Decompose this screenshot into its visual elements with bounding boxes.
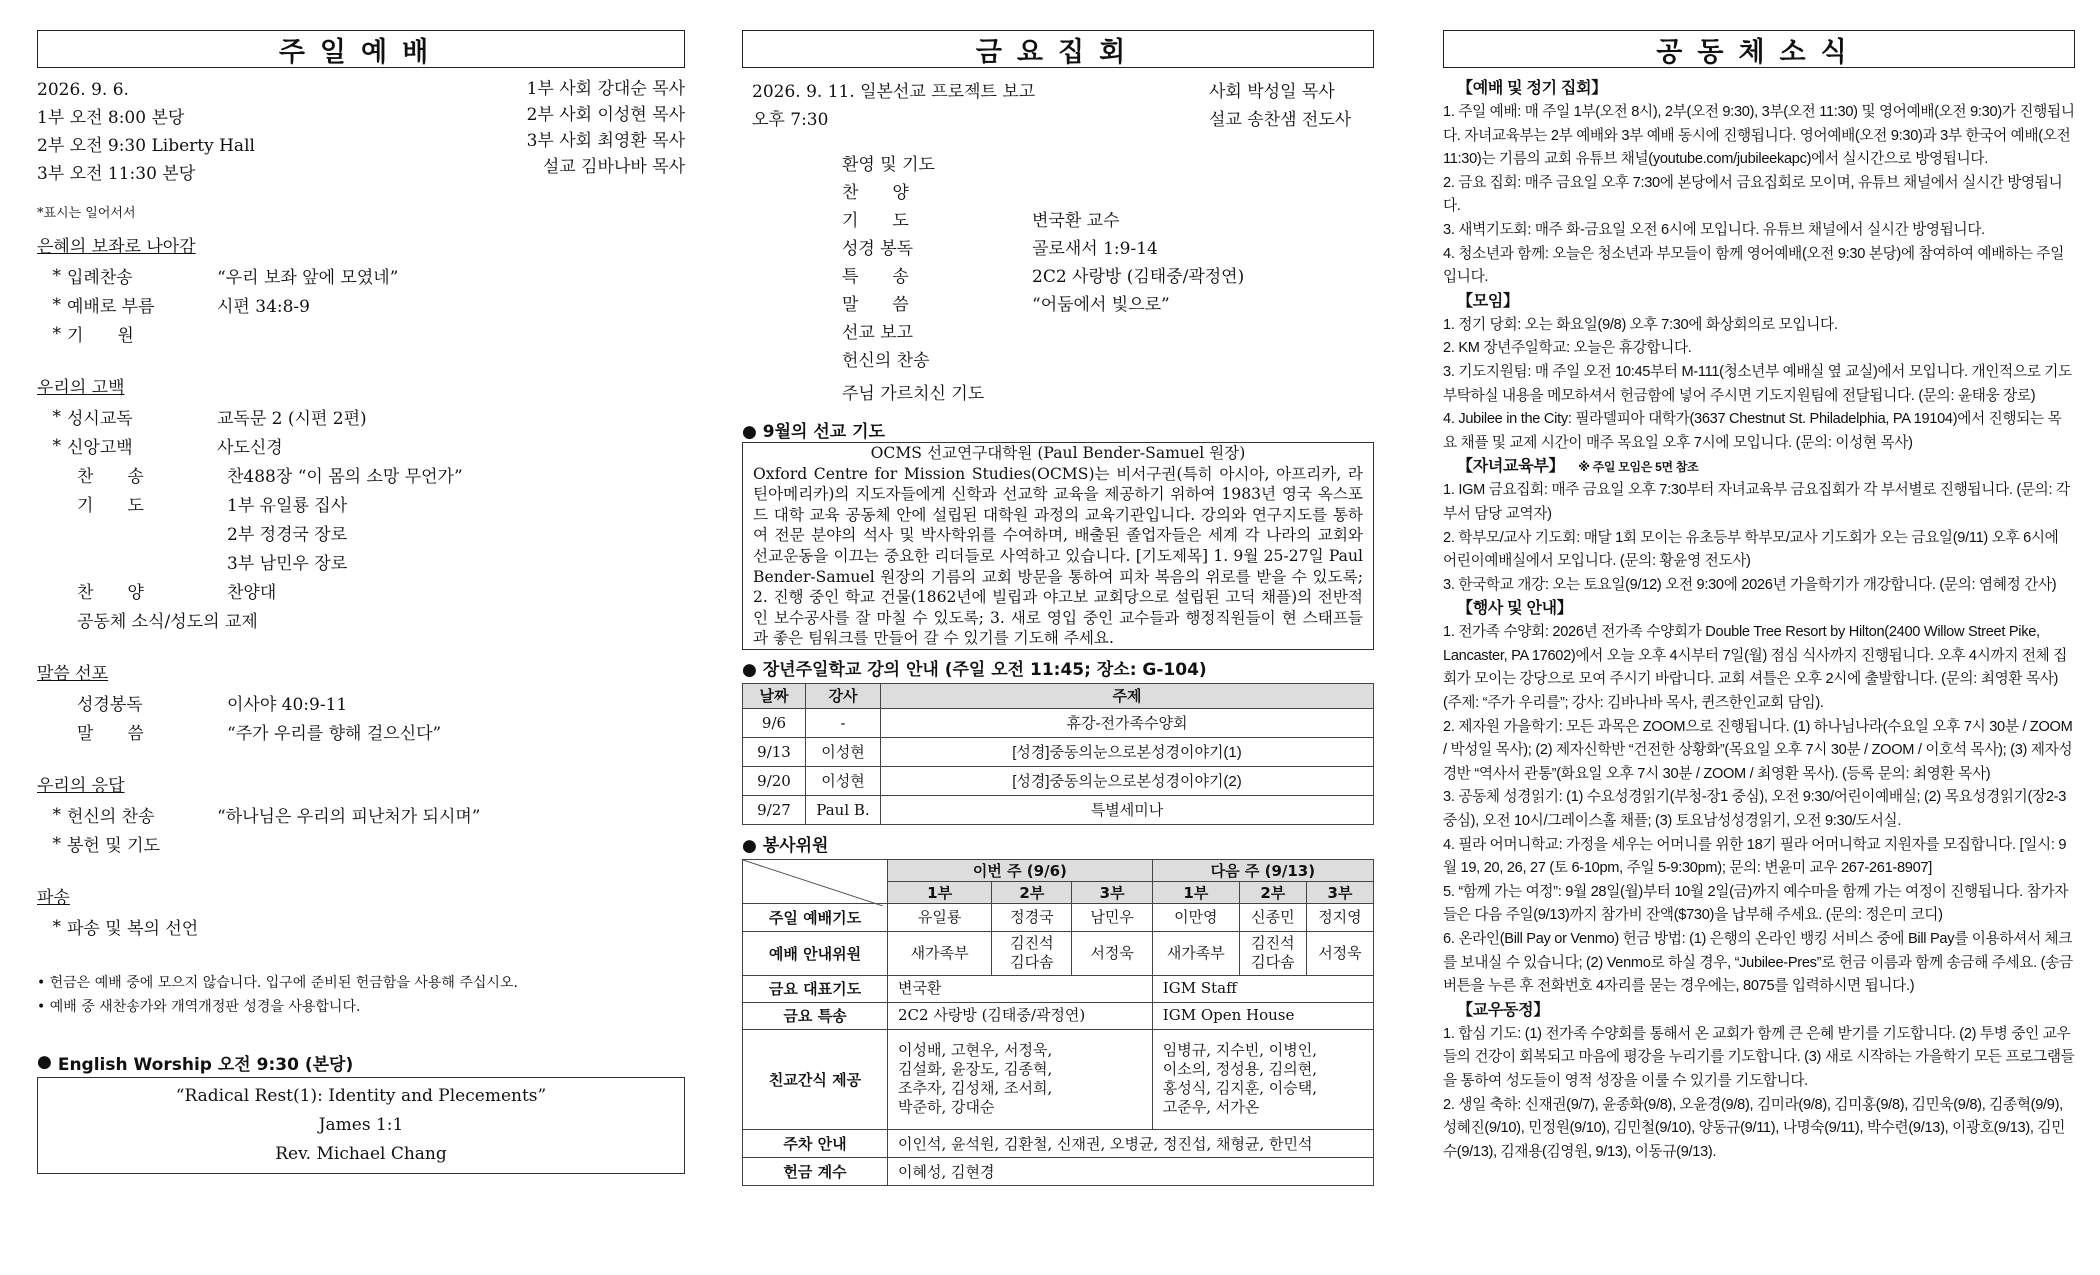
service-time: 2부 오전 9:30 Liberty Hall	[37, 136, 255, 156]
worship-item-value: 3부 남민우 장로	[227, 554, 348, 574]
worship-item-label: 찬 양	[77, 583, 144, 603]
news-item: 2. 생일 축하: 신재권(9/7), 윤종화(9/8), 오윤경(9/8), 김미라(9/8), 김미홍(9/8), 김민욱(9/8), 김종혁(9/9), 성혜진(9/10), 민정원(9/10), 김민철(9/10), 양동규(9/11), 나명숙(9/11), 박수련(9/13), 이광호(9/13), 김민수(9/13), 김재용(김영원, 9/13), 이동규(9/13).	[1443, 1096, 2066, 1160]
friday-order-value: 변국환 교수	[1032, 210, 1120, 231]
volunteer-cell: 새가족부	[1152, 931, 1239, 975]
friday-time: 오후 7:30	[752, 110, 829, 130]
worship-item-value: “하나님은 우리의 피난처가 되시며”	[217, 807, 481, 827]
volunteer-cell: 2C2 사랑방 (김태중/곽정연)	[888, 1002, 1153, 1029]
stand-mark: *	[52, 323, 61, 344]
friday-order-value: “어둠에서 빛으로”	[1032, 294, 1170, 315]
diagonal-line	[743, 860, 883, 906]
volunteer-role: 주차 안내	[743, 1129, 888, 1157]
worship-item-label: 기 원	[67, 326, 134, 346]
friday-order-label: 환영 및 기도	[842, 154, 935, 175]
volunteer-row	[743, 1157, 1374, 1185]
news-item: 3. 새벽기도회: 매주 화-금요일 오전 6시에 모입니다. 유튜브 채널에서 실시간 방영됩니다.	[1443, 221, 1985, 238]
lecture-row	[743, 737, 1374, 766]
note-item: • 예배 중 새찬송가와 개역개정판 성경을 사용합니다.	[37, 999, 361, 1015]
stand-mark: *	[52, 804, 61, 825]
friday-order-value: 골로새서 1:9-14	[1032, 238, 1158, 259]
friday-order-item	[842, 344, 1374, 372]
sunday-title: 주일예배	[37, 30, 685, 68]
lecture-cell: [성경]중동의눈으로본성경이야기(1)	[881, 737, 1374, 766]
volunteer-row	[743, 975, 1374, 1002]
worship-group	[37, 772, 685, 858]
lecture-cell: 특별세미나	[881, 795, 1374, 824]
stand-mark: *	[52, 406, 61, 427]
worship-item-value: 교독문 2 (시편 2편)	[217, 409, 367, 429]
volunteer-role: 금요 특송	[743, 1002, 888, 1029]
news-item: 4. 청소년과 함께: 오늘은 청소년과 부모들이 함께 영어예배(오전 9:30 본당)에 참여하여 예배하는 주일입니다.	[1443, 245, 2065, 286]
volunteer-cell: 이인석, 윤석원, 김환철, 신재권, 오병균, 정진섭, 채형균, 한민석	[888, 1129, 1374, 1157]
lecture-cell: 9/6	[743, 708, 806, 737]
volunteer-corner	[743, 859, 888, 903]
leader: 설교 김바나바 목사	[542, 157, 685, 177]
worship-item-label: 헌신의 찬송	[67, 807, 155, 827]
worship-item-value: 2부 정경국 장로	[227, 525, 348, 545]
volunteer-table	[742, 859, 1374, 1186]
lecture-cell: 9/27	[743, 795, 806, 824]
volunteer-cell: IGM Staff	[1152, 975, 1373, 1002]
service-col-header: 2부	[1239, 881, 1306, 903]
worship-order	[37, 233, 685, 941]
worship-item-value: 찬488장 “이 몸의 소망 무언가”	[227, 467, 463, 487]
worship-item-label: 성시교독	[67, 409, 133, 429]
news-item: 4. Jubilee in the City: 필라델피아 대학가(3637 Chestnut St. Philadelphia, PA 19104)에서 진행되는 목요 채플 및 교제 시간이 매주 목요일 오후 7시에 모입니다. (문의: 이성현 목사)	[1443, 411, 2062, 451]
week-next-header: 다음 주 (9/13)	[1152, 859, 1373, 881]
volunteer-role: 헌금 계수	[743, 1157, 888, 1185]
sunday-notes	[37, 971, 685, 1019]
lecture-row	[743, 795, 1374, 824]
news-section-note: ※ 주일 모임은 5면 참조	[1578, 460, 1699, 475]
service-col-header: 1부	[1152, 881, 1239, 903]
volunteer-cell: 이성배, 고현우, 서정욱, 김설화, 윤장도, 김종혁, 조추자, 김성채, 조서희, 박준하, 강대순	[888, 1029, 1153, 1129]
worship-item	[37, 489, 685, 518]
news-item: 5. “함께 가는 여정”: 9월 28일(월)부터 10월 2일(금)까지 예수마을 함께 가는 여정이 진행됩니다. 참가자들은 다음 주일(9/13)까지 참가비 잔액($730)을 납부해 주세요. (문의: 정은미 코디)	[1443, 883, 2069, 924]
stand-mark: *	[52, 265, 61, 286]
news-section	[1443, 455, 2075, 597]
friday-order-item	[842, 372, 1374, 410]
volunteer-row	[743, 1029, 1374, 1129]
friday-info	[752, 78, 1209, 134]
service-col-header: 3부	[1072, 881, 1152, 903]
mission-text: Oxford Centre for Mission Studies(OCMS)는 비서구권(특히 아시아, 아프리카, 라틴아메리카)의 지도자들에게 신학과 선교학 교육을 제공하기 위하여 1983년 영국 옥스포드 대학 교육 공동체 안에 설립된 대학원 과정의 교육기관입니다. 강의와 연구지도를 통하여 전문 분야의 석사 및 박사학위를 수여하며, 배출된 졸업자들은 세계 각 나라의 교회와 선교운동을 이끄는 중요한 리더들로 사역하고 있습니다. [기도제목] 1. 9월 25-27일 Paul Bender-Samuel 원장의 기름의 교회 방문을 통하여 피차 복음의 위로를 받을 수 있도록; 2. 진행 중인 학교 건물(1862년에 빌립과 야고보 교회당으로 설립된 고딕 채플)의 전반적인 보수공사를 잘 마칠 수 있도록; 3. 새로 영입 중인 교수들과 행정직원들이 현 스태프들과 좋은 팀워크를 만들어 갈 수 있기를 기도해 주세요.	[753, 464, 1363, 648]
volunteer-row	[743, 1002, 1374, 1029]
english-title: “Radical Rest(1): Identity and Plecements”	[175, 1086, 547, 1106]
news-item: 2. 제자원 가을학기: 모든 과목은 ZOOM으로 진행됩니다. (1) 하나님나라(수요일 오후 7시 30분 / ZOOM / 박성일 목사); (2) 제자신학반 “건전한 상황화”(목요일 오후 7시 30분 / ZOOM / 이호석 목사); (3) 제자성경반 “역사서 관통”(화요일 오후 7시 30분 / ZOOM / 최영환 목사). (등록 문의: 최영환 목사)	[1443, 718, 2073, 782]
lecture-cell: [성경]중동의눈으로본성경이야기(2)	[881, 766, 1374, 795]
worship-item-label: 성경봉독	[77, 695, 143, 715]
sunday-header	[37, 76, 685, 188]
volunteer-cell: 이만영	[1152, 903, 1239, 931]
volunteer-role: 예배 안내위원	[743, 931, 888, 975]
volunteer-cell: 임병규, 지수빈, 이병인, 이소의, 정성용, 김의현, 홍성식, 김지훈, 이승택, 고준우, 서가온	[1152, 1029, 1373, 1129]
stand-mark: *	[52, 916, 61, 937]
volunteer-cell: 서정욱	[1306, 931, 1373, 975]
news-section-heading: 【예배 및 정기 집회】	[1457, 80, 1607, 97]
news-item: 6. 온라인(Bill Pay or Venmo) 헌금 방법: (1) 은행의 온라인 뱅킹 서비스 중에 Bill Pay를 이용하셔서 체크를 보내실 수 있습니다; (2) Venmo로 하실 경우, “Jubilee-Pres”로 헌금 이름과 함께 송금해 주세요. (송금 버튼을 누른 후 전화번호 4자리를 묻는 경우에는, 8075를 입력하시면 됩니다.)	[1443, 931, 2073, 995]
volunteer-cell: 새가족부	[888, 931, 992, 975]
volunteer-cell: 정경국	[992, 903, 1072, 931]
english-scripture: James 1:1	[318, 1115, 404, 1135]
worship-item-value: 찬양대	[227, 583, 277, 603]
worship-item-label: 찬 송	[77, 467, 144, 487]
lecture-header: ● 장년주일학교 강의 안내 (주일 오전 11:45; 장소: G-104)	[742, 660, 1207, 681]
stand-note: *표시는 일어서서	[37, 206, 136, 221]
volunteer-row	[743, 903, 1374, 931]
worship-item	[37, 829, 685, 858]
volunteer-cell: 이혜성, 김현경	[888, 1157, 1374, 1185]
volunteer-role: 금요 대표기도	[743, 975, 888, 1002]
friday-title: 금요집회	[742, 30, 1374, 68]
volunteer-cell: 김진석 김다솜	[992, 931, 1072, 975]
lecture-col-topic: 주제	[881, 683, 1374, 708]
worship-item	[37, 460, 685, 489]
english-worship-box	[37, 1077, 685, 1174]
lecture-col-speaker: 강사	[806, 683, 881, 708]
worship-item-label: 공동체 소식/성도의 교제	[77, 612, 258, 632]
english-speaker: Rev. Michael Chang	[275, 1144, 447, 1164]
leader: 3부 사회 최영환 목사	[526, 131, 685, 151]
volunteer-cell: 정지영	[1306, 903, 1373, 931]
worship-group	[37, 233, 685, 348]
friday-order-item	[842, 316, 1374, 344]
volunteer-header: ● 봉사위원	[742, 836, 829, 857]
news-column	[1443, 30, 2075, 1164]
friday-order-value: 2C2 사랑방 (김태중/곽정연)	[1032, 266, 1245, 287]
sunday-leaders	[527, 76, 685, 188]
friday-order-item	[842, 232, 1374, 260]
service-col-header: 3부	[1306, 881, 1373, 903]
worship-item	[37, 547, 685, 576]
news-section-heading: 【자녀교육부】 ※ 주일 모임은 5면 참조	[1457, 458, 1699, 476]
friday-order-item	[842, 288, 1374, 316]
volunteer-row	[743, 1129, 1374, 1157]
lecture-cell: 9/13	[743, 737, 806, 766]
worship-item	[37, 576, 685, 605]
mission-header: ● 9월의 선교 기도	[742, 421, 885, 442]
friday-order-label: 선교 보고	[842, 322, 914, 343]
news-section	[1443, 597, 2075, 999]
stand-mark: *	[52, 294, 61, 315]
news-item: 1. 합심 기도: (1) 전가족 수양회를 통해서 온 교회가 함께 큰 은혜 받기를 기도합니다. (2) 투병 중인 교우들의 건강이 회복되고 마음에 평강을 누리기를 기도합니다. (3) 새로 시작하는 가을학기 모든 프로그램들을 통하여 성도들이 영적 성장을 이룰 수 있기를 기도합니다.	[1443, 1025, 2075, 1089]
mission-title: OCMS 선교연구대학원 (Paul Bender-Samuel 원장)	[870, 444, 1246, 462]
leader: 2부 사회 이성현 목사	[526, 105, 685, 125]
lecture-cell: -	[806, 708, 881, 737]
news-item: 2. 금요 집회: 매주 금요일 오후 7:30에 본당에서 금요집회로 모이며, 유튜브 채널에서 실시간 방영됩니다.	[1443, 174, 2063, 215]
stand-mark: *	[52, 435, 61, 456]
lecture-cell: Paul B.	[806, 795, 881, 824]
worship-item	[37, 912, 685, 941]
worship-item	[37, 688, 685, 717]
friday-order	[742, 148, 1374, 410]
sunday-column	[37, 30, 685, 1174]
news-item: 1. 정기 당회: 오는 화요일(9/8) 오후 7:30에 화상회의로 모입니다.	[1443, 316, 1838, 333]
english-worship-header: ● English Worship 오전 9:30 (본당)	[37, 1052, 354, 1075]
worship-item-label: 파송 및 복의 선언	[67, 919, 199, 939]
leader: 사회 박성일 목사	[1209, 82, 1335, 102]
service-time: 1부 오전 8:00 본당	[37, 108, 185, 128]
news-section-heading: 【교우동정】	[1457, 1001, 1550, 1019]
worship-item	[37, 717, 685, 746]
news-item: 4. 필라 어머니학교: 가정을 세우는 어머니를 위한 18기 필라 어머니학교 지원자를 모집합니다. [일시: 9월 19, 20, 26, 27 (토 6-10pm, 주일 5-9:30pm); 문의: 변윤미 교우 267-261-8907]	[1443, 836, 2067, 877]
stand-mark: *	[52, 833, 61, 854]
volunteer-cell: 김진석 김다솜	[1239, 931, 1306, 975]
worship-group-title: 파송	[37, 888, 70, 908]
worship-item-value: 사도신경	[217, 438, 283, 458]
worship-item	[37, 290, 685, 319]
worship-group-title: 은혜의 보좌로 나아감	[37, 237, 196, 257]
worship-item-label: 예배로 부름	[67, 297, 155, 317]
service-col-header: 1부	[888, 881, 992, 903]
lecture-row	[743, 766, 1374, 795]
friday-order-label: 말 씀	[842, 294, 909, 315]
news-item: 2. 학부모/교사 기도회: 매달 1회 모이는 유초등부 학부모/교사 기도회가 오는 금요일(9/11) 오후 6시에 어린이예배실에서 모입니다. (문의: 황윤영 전도사)	[1443, 529, 2059, 570]
volunteer-cell: 신종민	[1239, 903, 1306, 931]
worship-item-label: 입례찬송	[67, 268, 133, 288]
friday-order-label: 성경 봉독	[842, 238, 914, 259]
worship-item-value: “주가 우리를 향해 걸으신다”	[227, 724, 442, 744]
worship-item-value: 1부 유일룡 집사	[227, 496, 348, 516]
news-section-heading: 【행사 및 안내】	[1457, 600, 1573, 618]
worship-item-label: 봉헌 및 기도	[67, 836, 160, 856]
lecture-cell: 이성현	[806, 737, 881, 766]
volunteer-cell: 변국환	[888, 975, 1153, 1002]
service-col-header: 2부	[992, 881, 1072, 903]
note-item: • 헌금은 예배 중에 모으지 않습니다. 입구에 준비된 헌금함을 사용해 주십시오.	[37, 975, 518, 991]
volunteer-cell: 남민우	[1072, 903, 1152, 931]
worship-item	[37, 402, 685, 431]
friday-order-label: 기 도	[842, 210, 909, 231]
leader: 설교 송찬샘 전도사	[1209, 110, 1352, 130]
news-item: 1. 주일 예배: 매 주일 1부(오전 8시), 2부(오전 9:30), 3부(오전 11:30) 및 영어예배(오전 9:30)가 진행됩니다. 자녀교육부는 2부 예배와 3부 예배 동시에 진행됩니다. 영어예배(오전 9:30)과 3부 한국어 예배(오전 11:30)는 기름의 교회 유튜브 채널(youtube.com/jubileekapc)에서 실시간으로 방영됩니다.	[1443, 104, 2075, 168]
worship-group	[37, 884, 685, 941]
worship-item	[37, 261, 685, 290]
news-item: 3. 한국학교 개강: 오는 토요일(9/12) 오전 9:30에 2026년 가을학기가 개강합니다. (문의: 염혜정 간사)	[1443, 576, 2057, 593]
worship-item-label: 신앙고백	[67, 438, 133, 458]
volunteer-role: 친교간식 제공	[743, 1029, 888, 1129]
news-section	[1443, 77, 2075, 290]
worship-item-value: 이사야 40:9-11	[227, 695, 348, 715]
worship-item-value: 시편 34:8-9	[217, 297, 310, 317]
worship-group	[37, 660, 685, 746]
news-item: 1. IGM 금요집회: 매주 금요일 오후 7:30부터 자녀교육부 금요집회가 각 부서별로 진행됩니다. (문의: 각 부서 담당 교역자)	[1443, 482, 2070, 522]
service-time: 3부 오전 11:30 본당	[37, 164, 196, 184]
news-section-heading: 【모임】	[1457, 292, 1519, 310]
mission-box	[742, 442, 1374, 650]
friday-column	[742, 30, 1374, 1186]
worship-group-title: 말씀 선포	[37, 664, 109, 684]
friday-leaders	[1209, 78, 1364, 134]
volunteer-cell: IGM Open House	[1152, 1002, 1373, 1029]
news-title: 공동체소식	[1443, 30, 2075, 68]
worship-item-value: “우리 보좌 앞에 모였네”	[217, 268, 399, 288]
worship-group-title: 우리의 고백	[37, 378, 125, 398]
lecture-cell: 9/20	[743, 766, 806, 795]
worship-item	[37, 800, 685, 829]
friday-order-label: 특 송	[842, 266, 909, 287]
news-section	[1443, 290, 2075, 456]
news-item: 3. 공동체 성경읽기: (1) 수요성경읽기(부청-장1 중심), 오전 9:30/어린이예배실; (2) 목요성경읽기(장2-3 중심), 오전 10시/그레이스홀 채플; (3) 토요남성성경읽기, 오전 9:30/도서실.	[1443, 789, 2067, 830]
leader: 1부 사회 강대순 목사	[526, 79, 685, 99]
worship-group-title: 우리의 응답	[37, 776, 125, 796]
news-item: 3. 기도지원팀: 매 주일 오전 10:45부터 M-111(청소년부 예배실 옆 교실)에서 모입니다. 개인적으로 기도 부탁하실 내용을 메모하셔서 헌금함에 넣어 주시면 기도지원팀에 전달됩니다. (문의: 윤태웅 장로)	[1443, 363, 2072, 404]
volunteer-cell: 유일룡	[888, 903, 992, 931]
worship-item-label: 기 도	[77, 496, 144, 516]
lecture-table	[742, 683, 1374, 825]
friday-order-item	[842, 176, 1374, 204]
friday-date: 2026. 9. 11. 일본선교 프로젝트 보고	[752, 82, 1036, 102]
volunteer-role: 주일 예배기도	[743, 903, 888, 931]
news-item: 1. 전가족 수양회: 2026년 전가족 수양회가 Double Tree Resort by Hilton(2400 Willow Street Pike, Lancaster, PA 17602)에서 오늘 오후 4시부터 7일(월) 점심 식사까지 진행됩니다. 오후 4시까지 전체 집회가 모이는 강당으로 모여 주시기 바랍니다. 교회 셔틀은 오후 2시에 출발합니다. (문의: 최영환 목사) (주제: “주가 우리를”; 강사: 김바나바 목사, 퀸즈한인교회 담임).	[1443, 624, 2068, 712]
worship-item	[37, 605, 685, 634]
sunday-info	[37, 76, 527, 188]
friday-order-item	[842, 148, 1374, 176]
friday-order-label: 헌신의 찬송	[842, 350, 930, 371]
news-section	[1443, 999, 2075, 1165]
worship-item	[37, 518, 685, 547]
lecture-cell: 이성현	[806, 766, 881, 795]
lecture-col-date: 날짜	[743, 683, 806, 708]
friday-order-label: 찬 양	[842, 182, 909, 203]
worship-item	[37, 319, 685, 348]
volunteer-cell: 서정욱	[1072, 931, 1152, 975]
worship-item-label: 말 씀	[77, 724, 144, 744]
worship-group	[37, 374, 685, 634]
worship-item	[37, 431, 685, 460]
sunday-date: 2026. 9. 6.	[37, 80, 129, 100]
volunteer-row	[743, 931, 1374, 975]
friday-order-item	[842, 260, 1374, 288]
friday-order-item	[842, 204, 1374, 232]
lecture-row	[743, 708, 1374, 737]
friday-order-label: 주님 가르치신 기도	[842, 383, 985, 404]
friday-header	[742, 78, 1374, 134]
news-body	[1443, 77, 2075, 1164]
news-item: 2. KM 장년주일학교: 오늘은 휴강합니다.	[1443, 340, 1692, 357]
lecture-cell: 휴강-전가족수양회	[881, 708, 1374, 737]
week-this-header: 이번 주 (9/6)	[888, 859, 1153, 881]
